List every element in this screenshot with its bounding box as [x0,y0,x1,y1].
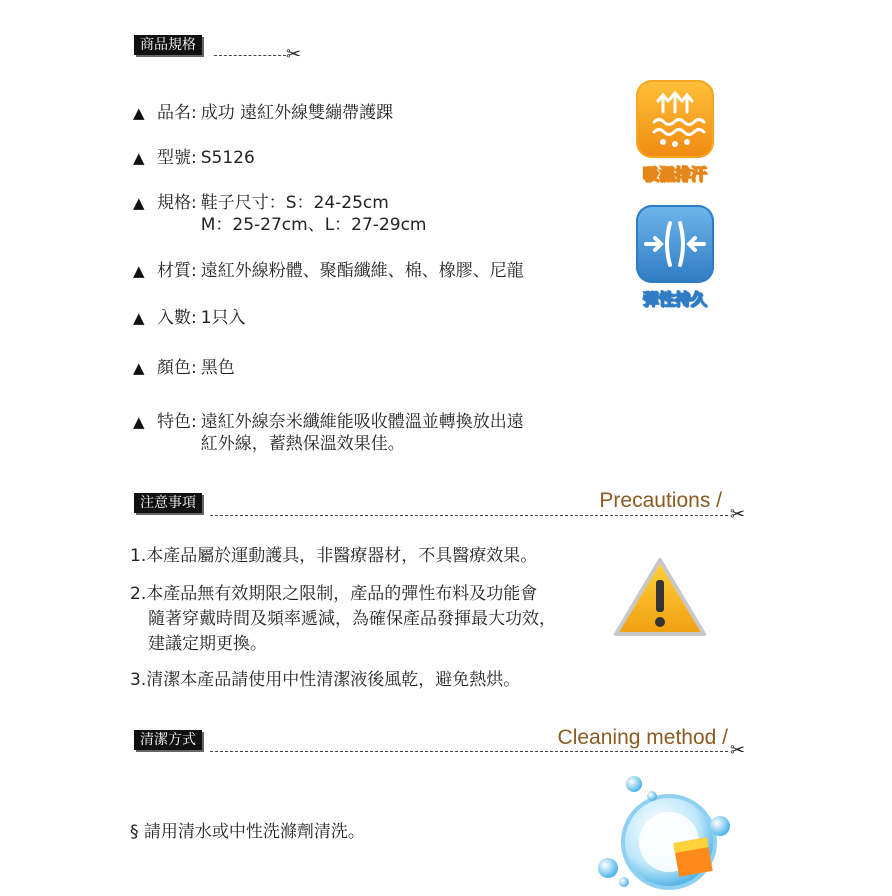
note-line: 1.本產品屬於運動護具，非醫療器材，不具醫療效果。 [130,546,538,566]
spec-item-name [133,102,393,124]
scissors-icon: ✂ [286,44,302,65]
absorb-sweat-label: 吸濕排汗 [642,165,707,184]
spec-value: 遠紅外線粉體、聚酯纖維、棉、橡膠、尼龍 [200,261,524,281]
cleaning-dash-line [210,751,728,752]
spec-value: 黑色 [200,358,235,378]
cleaning-english-title: Cleaning method / [557,726,728,749]
triangle-icon: ▲ [133,104,145,122]
elastic-label: 彈性持久 [642,290,707,309]
triangle-icon: ▲ [133,413,145,431]
spec-item-feature [133,411,524,455]
spec-label: 型號: [157,148,197,168]
spec-label: 材質: [157,261,197,281]
specs-section-title: 商品規格 [140,37,196,53]
precautions-english-title: Precautions / [599,489,722,512]
precautions-dash-line [210,515,728,516]
spec-item-size [133,192,426,236]
note-line: 隨著穿戴時間及頻率遞減，為確保產品發揮最大功效， [148,609,556,629]
spec-value: 鞋子尺寸：S：24-25cm [200,193,389,213]
spec-value: 成功 遠紅外線雙繃帶護踝 [200,103,394,123]
precautions-section-tag [134,493,202,513]
note-item [130,544,537,569]
spec-item-color [133,357,235,379]
triangle-icon: ▲ [133,194,145,212]
spec-item-quantity [133,307,246,329]
triangle-icon: ▲ [133,309,145,327]
note-line: 3.清潔本產品請使用中性清潔液後風乾，避免熱烘。 [130,670,521,690]
warning-icon [612,556,708,640]
triangle-icon: ▲ [133,359,145,377]
elastic-icon [636,205,714,283]
absorb-sweat-icon [636,80,714,158]
spec-value: S5126 [200,148,255,168]
spec-item-material [133,260,524,282]
spec-value: 紅外線，蓄熱保溫效果佳。 [200,434,405,454]
cleaning-section-title: 清潔方式 [140,732,196,748]
spec-label: 規格: [157,193,197,213]
spec-value: 1只入 [200,308,246,328]
spec-label: 顏色: [157,358,197,378]
spec-value: 遠紅外線奈米纖維能吸收體溫並轉換放出遠 [200,412,524,432]
spec-label: 入數: [157,308,197,328]
scissors-icon: ✂ [730,740,746,761]
bubble-icon [594,772,744,892]
specs-dash-line [214,55,286,56]
spec-value: M：25-27cm、L：27-29cm [200,215,427,235]
triangle-icon: ▲ [133,149,145,167]
cleaning-instruction: § 請用清水或中性洗滌劑清洗。 [130,822,365,842]
precautions-section-title: 注意事項 [140,495,196,511]
spec-label: 品名: [157,103,197,123]
note-line: 建議定期更換。 [148,634,267,654]
spec-item-model [133,147,255,169]
cleaning-section-tag [134,730,202,750]
specs-section-tag [134,35,202,55]
spec-label: 特色: [157,412,197,432]
scissors-icon: ✂ [730,504,746,525]
triangle-icon: ▲ [133,262,145,280]
note-item [130,668,520,693]
note-line: 2.本產品無有效期限之限制，產品的彈性布料及功能會 [130,584,538,604]
note-item [130,582,556,657]
